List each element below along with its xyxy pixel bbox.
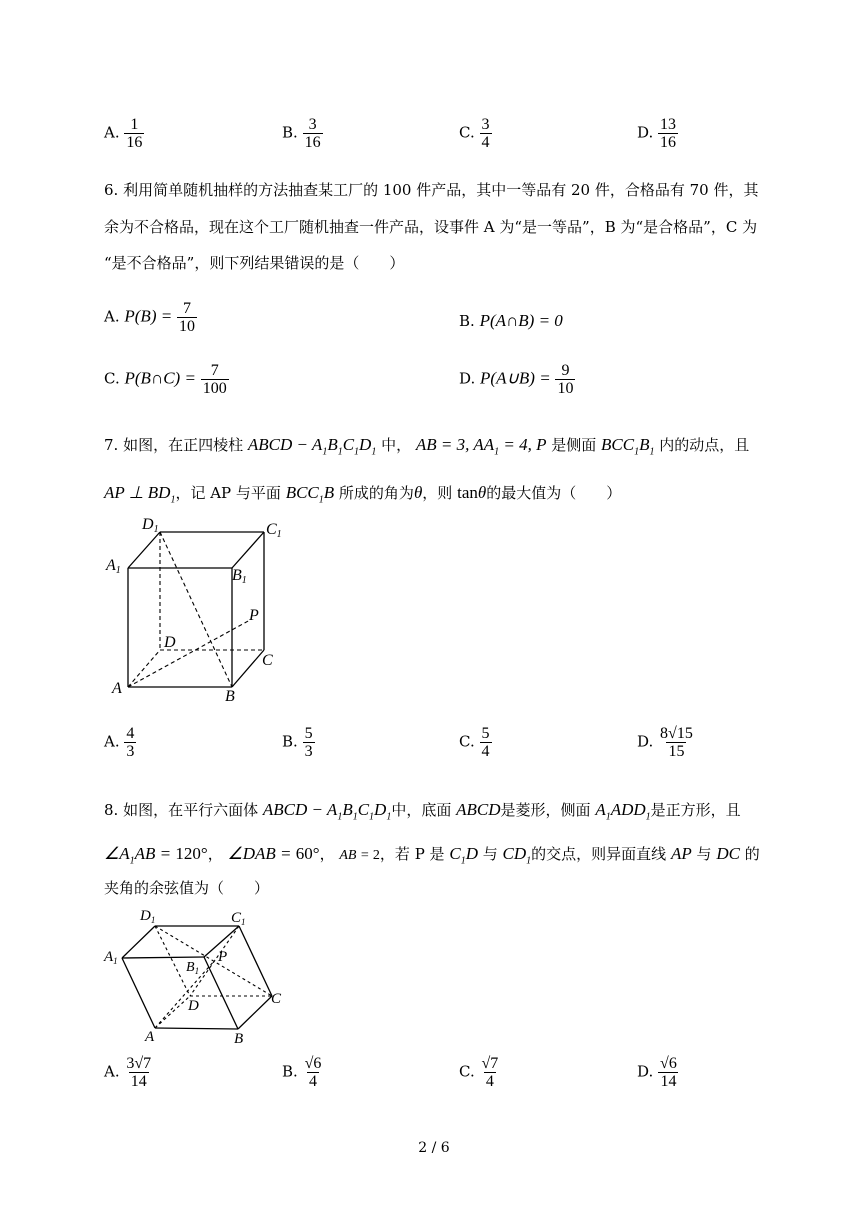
q5-option-c[interactable]: C. $\frac{3}{4}$ (459, 116, 490, 151)
edge-b1b (204, 957, 238, 1029)
q8-option-b[interactable]: B. $\frac{√6}{4}$ (282, 1055, 322, 1090)
label-p: P (249, 607, 259, 624)
fraction: $\frac{7}{10}$ (178, 300, 195, 335)
label-d: D (164, 634, 176, 651)
label-c1: $C_1$ (231, 910, 246, 927)
edge-bc (232, 650, 264, 687)
fraction: $\frac{5}{4}$ (481, 725, 490, 760)
fraction: $\frac{7}{100}$ (202, 362, 227, 397)
q8-stem-line-3: 夹角的余弦值为（ ） (104, 879, 270, 897)
segment-c1d: $C_1D$ (449, 844, 478, 867)
page-number: 2 / 6 (418, 1140, 450, 1156)
fraction: $\frac{3}{4}$ (481, 116, 490, 151)
label-b1: $B_1$ (186, 960, 200, 976)
label-c: C (262, 652, 273, 669)
fraction: $\frac{3}{16}$ (304, 116, 321, 151)
q6-stem-line-3: “是不合格品”，则下列结果错误的是（ ） (104, 254, 405, 272)
condition-ab: AB = 3, $AA_1 = 4$, P (415, 435, 547, 458)
face-a1add1: $A_1ADD_1$ (595, 800, 651, 823)
fraction: $\frac{4}{3}$ (126, 725, 135, 760)
prism-name: ABCD − $A_1B_1C_1D_1$ (247, 435, 377, 458)
label-b: B (234, 1031, 244, 1047)
fraction: $\frac{√6}{14}$ (660, 1055, 677, 1090)
edge-a1d1 (128, 532, 160, 568)
edge-cb (238, 996, 272, 1029)
label-a: A (112, 680, 122, 697)
edge-a1b1 (122, 957, 204, 958)
hidden-edge-ad (155, 996, 190, 1028)
line-dc: DC (716, 844, 740, 863)
q8-stem-line-1: 8. 如图，在平行六面体 ABCD − $A_1B_1C_1D_1$中，底面 ABCD是菱形，侧面 $A_1ADD_1$是正方形，且 (104, 800, 741, 823)
q8-option-c[interactable]: C. $\frac{√7}{4}$ (459, 1055, 499, 1090)
angle-a1ab: $\angle A_1AB = 120^\circ$ (104, 844, 208, 867)
diagonal-cd1 (155, 926, 272, 996)
q5-option-d[interactable]: D. $\frac{13}{16}$ (637, 116, 677, 151)
edge-b1c1 (232, 532, 264, 568)
fraction: $\frac{1}{16}$ (126, 116, 143, 151)
fraction: $\frac{√7}{4}$ (481, 1055, 499, 1090)
q5-option-b[interactable]: B. $\frac{3}{16}$ (282, 116, 321, 151)
q6-stem-line-1: 6. 利用简单随机抽样的方法抽查某工厂的 100 件产品，其中一等品有 20 件，合格品有 70 件，其 (104, 181, 759, 199)
fraction: $\frac{3√7}{14}$ (126, 1055, 152, 1090)
label-p: P (218, 949, 228, 965)
edge-a1d1 (122, 926, 155, 958)
q7-prism-figure (100, 510, 300, 710)
base-abcd: ABCD (456, 800, 501, 819)
fraction: $\frac{√6}{4}$ (304, 1055, 322, 1090)
label-d: D (188, 998, 199, 1014)
fraction: $\frac{9}{10}$ (557, 362, 574, 397)
q6-stem-line-2: 余为不合格品，现在这个工厂随机抽查一件产品，设事件 A 为“是一等品”，B 为“是合格品”，C 为 (104, 218, 758, 236)
segment-ap (155, 960, 215, 1028)
diagonal-c1d (190, 926, 239, 996)
q6-option-c[interactable]: C. P(B∩C) = $\frac{7}{100}$ (104, 362, 227, 397)
edge-aa1 (122, 958, 155, 1028)
segment-cd1: $CD_1$ (502, 844, 532, 867)
q8-stem-line-2: $\angle A_1AB = 120^\circ$， ∠DAB = 60°， AB = 2，若 P 是 $C_1D$ 与 $CD_1$的交点，则异面直线 AP 与 DC 的 (104, 844, 760, 867)
q7-option-c[interactable]: C. $\frac{5}{4}$ (459, 725, 490, 760)
q6-option-a[interactable]: A. P(B) = $\frac{7}{10}$ (104, 300, 195, 335)
q6-option-d[interactable]: D. P(A∪B) = $\frac{9}{10}$ (459, 362, 574, 397)
q8-option-d[interactable]: D. $\frac{√6}{14}$ (637, 1055, 677, 1090)
q6-option-b[interactable]: B. P(A∩B) = 0 (459, 311, 563, 330)
ab-equals-2: AB = 2 (339, 848, 380, 863)
hexahedron-name: ABCD − $A_1B_1C_1D_1$ (262, 800, 392, 823)
face-bcc1b: $BCC_1B$ (285, 483, 335, 506)
label-a1: $A_1$ (104, 949, 118, 966)
q7-stem-line-1: 7. 如图，在正四棱柱 ABCD − $A_1B_1C_1D_1$ 中， AB = 3, $AA_1 = 4$, P 是侧面 $BCC_1B_1$ 内的动点，且 (104, 435, 750, 458)
angle-dab: ∠DAB = 60° (227, 844, 320, 863)
tan-theta: tanθ (457, 483, 487, 502)
label-b1: B1 (232, 567, 247, 586)
label-a: A (145, 1029, 155, 1045)
q7-option-b[interactable]: B. $\frac{5}{3}$ (282, 725, 313, 760)
q7-option-d[interactable]: D. $\frac{8√15}{15}$ (637, 725, 693, 760)
face-bcc1b1: $BCC_1B_1$ (601, 435, 655, 458)
theta-symbol: θ (413, 483, 423, 502)
q7-stem-line-2: AP ⊥ $BD_1$，记 AP 与平面 $BCC_1B$ 所成的角为θ，则 tanθ的最大值为（ ） (104, 483, 622, 506)
edge-ab (155, 1028, 238, 1029)
label-b: B (225, 688, 235, 705)
diagonal-bd1 (160, 532, 232, 687)
q7-option-a[interactable]: A. $\frac{4}{3}$ (104, 725, 135, 760)
label-d1: D1 (142, 516, 159, 535)
ap-perp-bd1: AP ⊥ $BD_1$ (104, 483, 176, 506)
q8-option-a[interactable]: A. $\frac{3√7}{14}$ (104, 1055, 152, 1090)
line-ap: AP (670, 844, 692, 863)
label-d1: $D_1$ (140, 908, 156, 925)
fraction: $\frac{13}{16}$ (660, 116, 677, 151)
label-c: C (271, 991, 282, 1007)
fraction: $\frac{8√15}{15}$ (660, 725, 693, 760)
q5-option-a[interactable]: A. $\frac{1}{16}$ (104, 116, 143, 151)
hidden-edge-ad (128, 650, 160, 687)
q8-parallelepiped-figure (100, 900, 300, 1050)
label-c1: C1 (266, 521, 282, 540)
fraction: $\frac{5}{3}$ (304, 725, 313, 760)
label-a1: A1 (106, 557, 121, 576)
